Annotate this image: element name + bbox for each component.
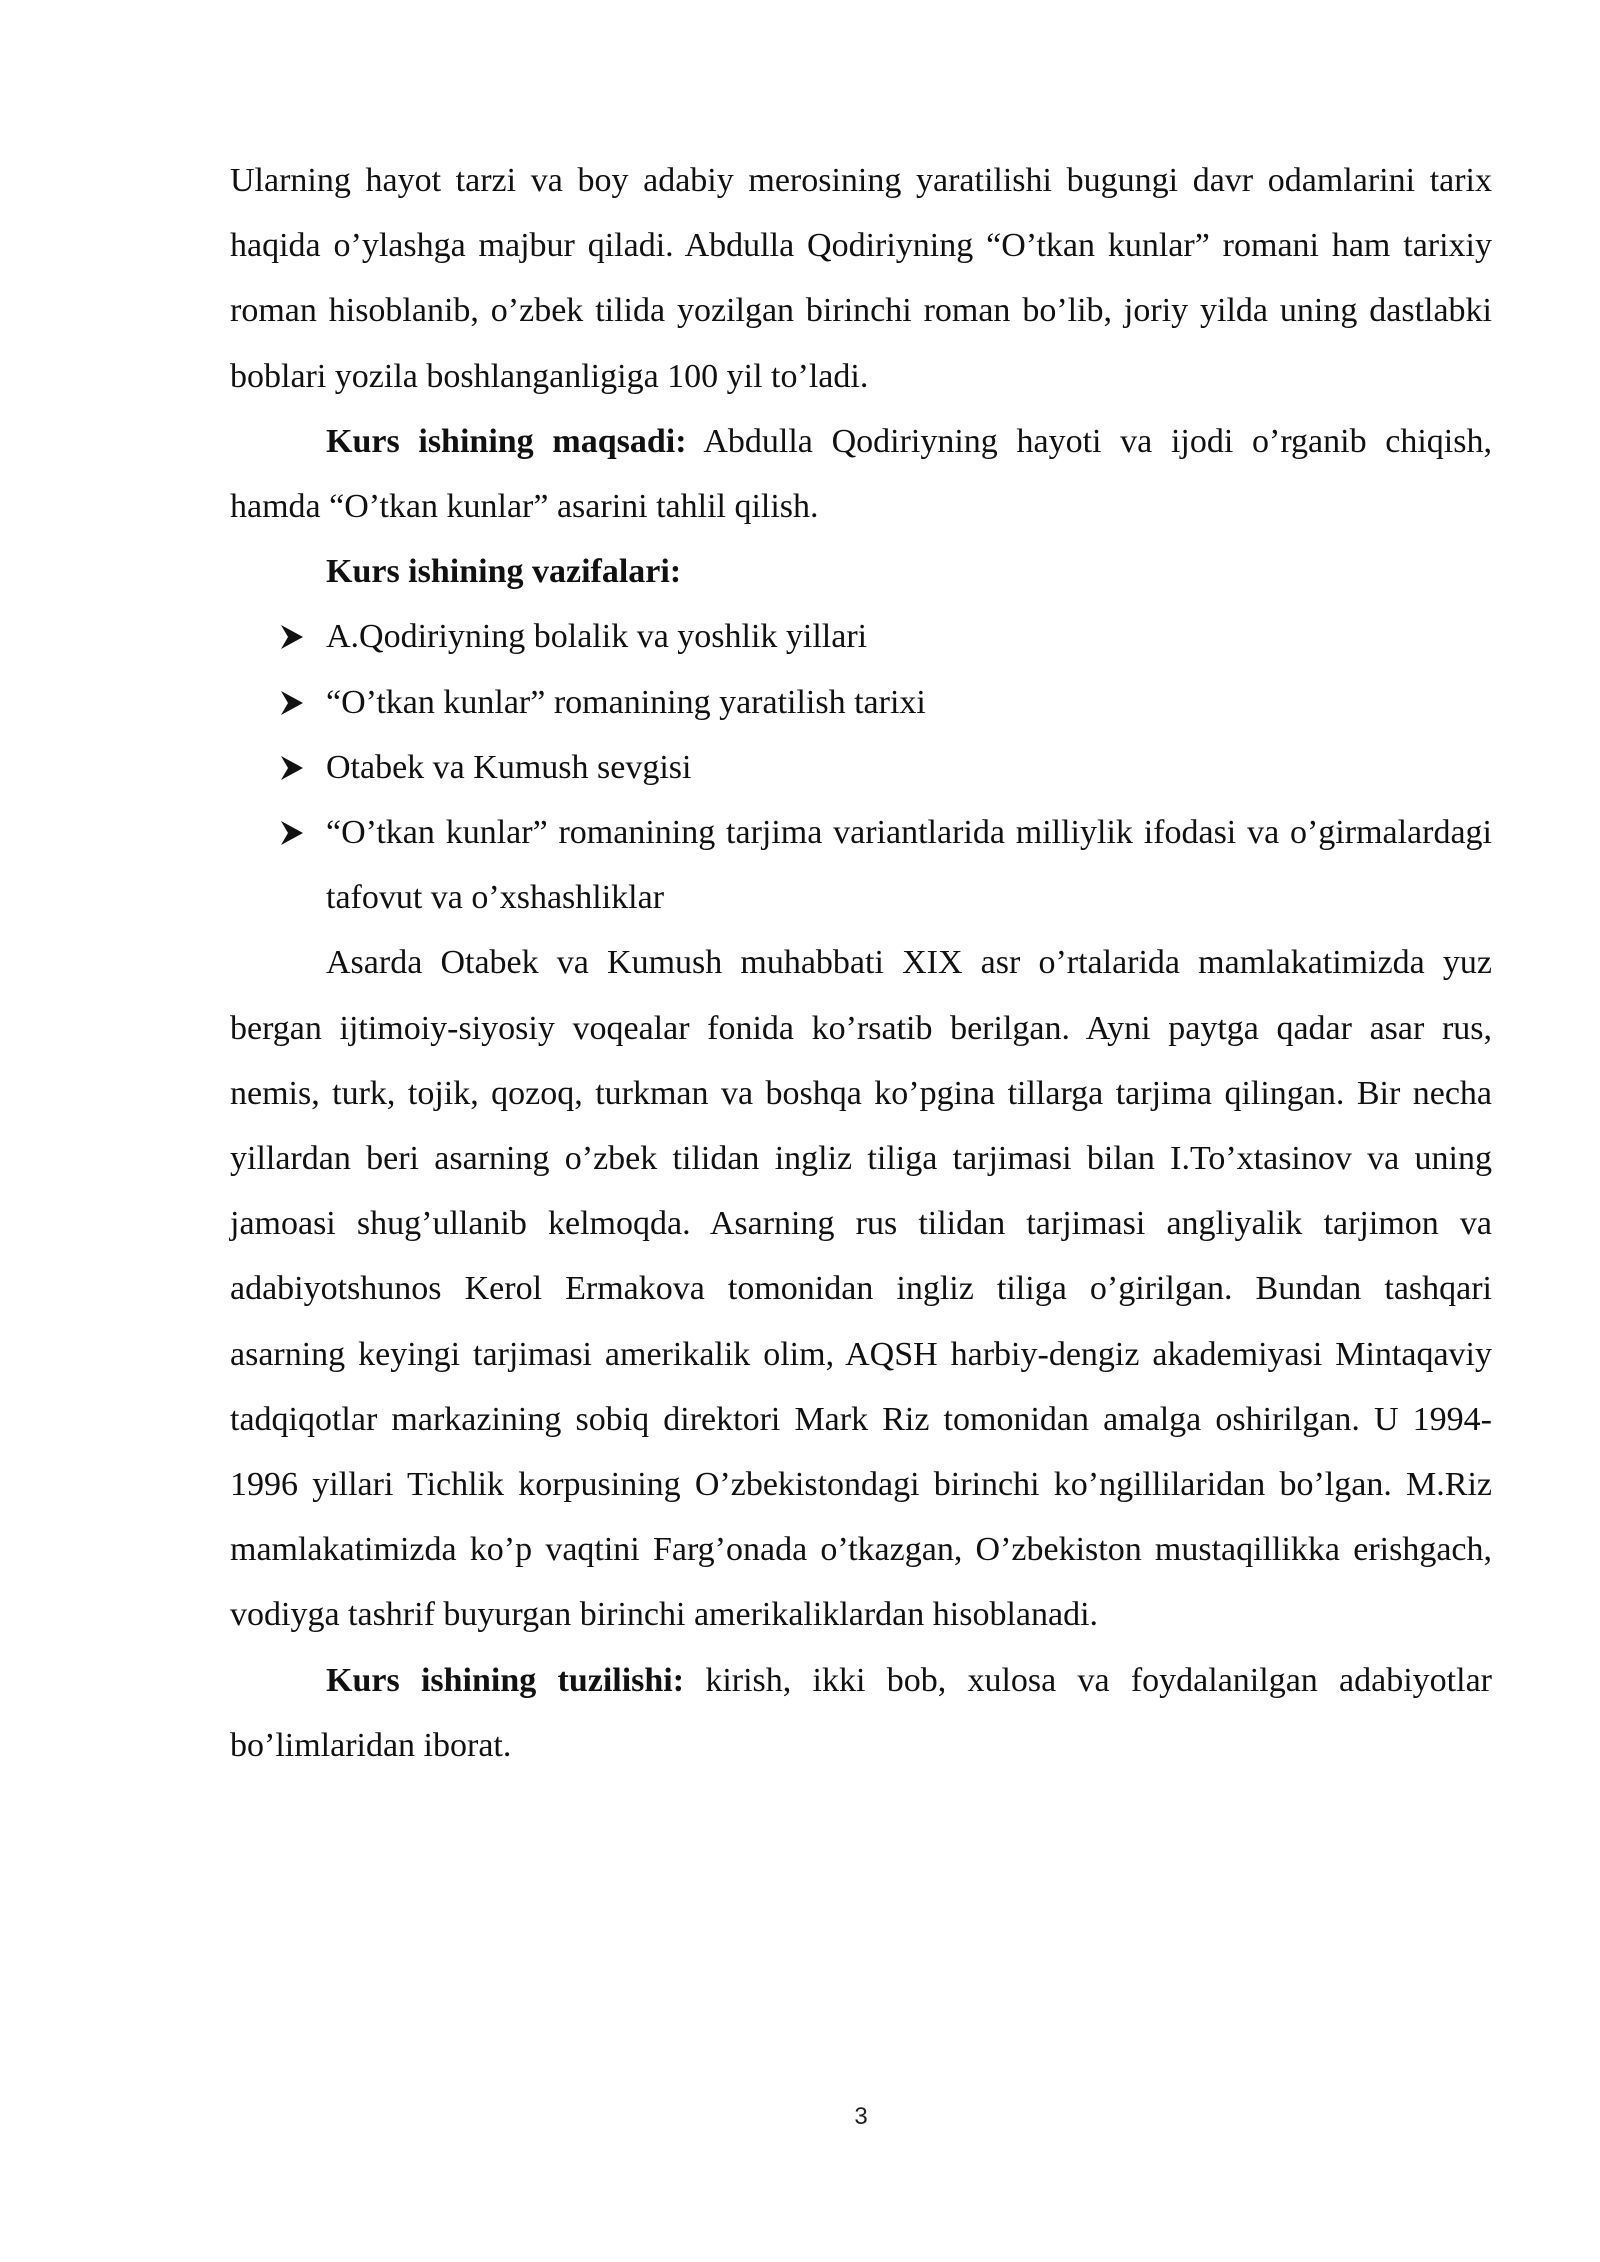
arrowhead-bullet-icon [280, 604, 310, 669]
list-item [230, 735, 1492, 800]
arrowhead-bullet-icon [280, 670, 310, 735]
goal-label: Kurs ishining maqsadi: [326, 422, 687, 460]
task-text: “O’tkan kunlar” romanining yaratilish tarixi [326, 683, 926, 721]
main-paragraph: Asarda Otabek va Kumush muhabbati XIX asr o’rtalarida mamlakatimizda yuz bergan ijtimoiy-siyosiy voqealar fonida ko’rsatib berilgan. Ayni paytga qadar asar rus, nemis, turk, tojik, qozoq, turkman va boshqa ko’pgina tillarga tarjima qilingan. Bir necha yillardan beri asarning o’zbek tilidan ingliz tiliga tarjimasi bilan I.To’xtasinov va uning jamoasi shug’ullanib kelmoqda. Asarning rus tilidan tarjimasi angliyalik tarjimon va adabiyotshunos Kerol Ermakova tomonidan ingliz tiliga o’girilgan. Bundan tashqari asarning keyingi tarjimasi amerikalik olim, AQSH harbiy-dengiz akademiyasi Mintaqaviy tadqiqotlar markazining sobiq direktori Mark Riz tomonidan amalga oshirilgan. U 1994-1996 yillari Tichlik korpusining O’zbekistondagi birinchi ko’ngillilaridan bo’lgan. M.Riz mamlakatimizda ko’p vaqtini Farg’onada o’tkazgan, O’zbekiston mustaqillikka erishgach, vodiyga tashrif buyurgan birinchi amerikaliklardan hisoblanadi. [230, 944, 1492, 1634]
body-text [230, 148, 1492, 1778]
tasks-list [230, 604, 1492, 930]
goal-text: Abdulla Qodiriyning hayoti va ijodi o’rganib chiqish, hamda “O’tkan kunlar” asarini tahlil qilish. [230, 422, 1492, 526]
structure-text: kirish, ikki bob, xulosa va foydalanilgan adabiyotlar bo’limlaridan iborat. [230, 1661, 1492, 1764]
intro-paragraph: Ularning hayot tarzi va boy adabiy merosining yaratilishi bugungi davr odamlarini tarix haqida o’ylashga majbur qiladi. Abdulla Qodiriyning “O’tkan kunlar” romani ham tarixiy roman hisoblanib, o’zbek tilida yozilgan birinchi roman bo’lib, joriy yilda uning dastlabki boblari yozila boshlanganligiga 100 yil to’ladi. [230, 162, 1492, 395]
list-item [230, 604, 1492, 669]
list-item [230, 800, 1492, 930]
structure-paragraph [230, 1648, 1492, 1778]
page-number: 3 [854, 2103, 868, 2130]
tasks-heading [230, 539, 1492, 604]
task-text: Otabek va Kumush sevgisi [326, 748, 692, 786]
task-text: “O’tkan kunlar” romanining tarjima variantlarida milliylik ifodasi va o’girmalardagi tafovut va o’xshashliklar [326, 814, 1492, 917]
arrowhead-bullet-icon [280, 735, 310, 800]
structure-label: Kurs ishining tuzilishi: [326, 1661, 685, 1699]
task-text: A.Qodiriyning bolalik va yoshlik yillari [326, 618, 868, 656]
goal-paragraph [230, 409, 1492, 539]
arrowhead-bullet-icon [280, 800, 310, 865]
tasks-label: Kurs ishining vazifalari: [326, 553, 682, 591]
list-item [230, 670, 1492, 735]
